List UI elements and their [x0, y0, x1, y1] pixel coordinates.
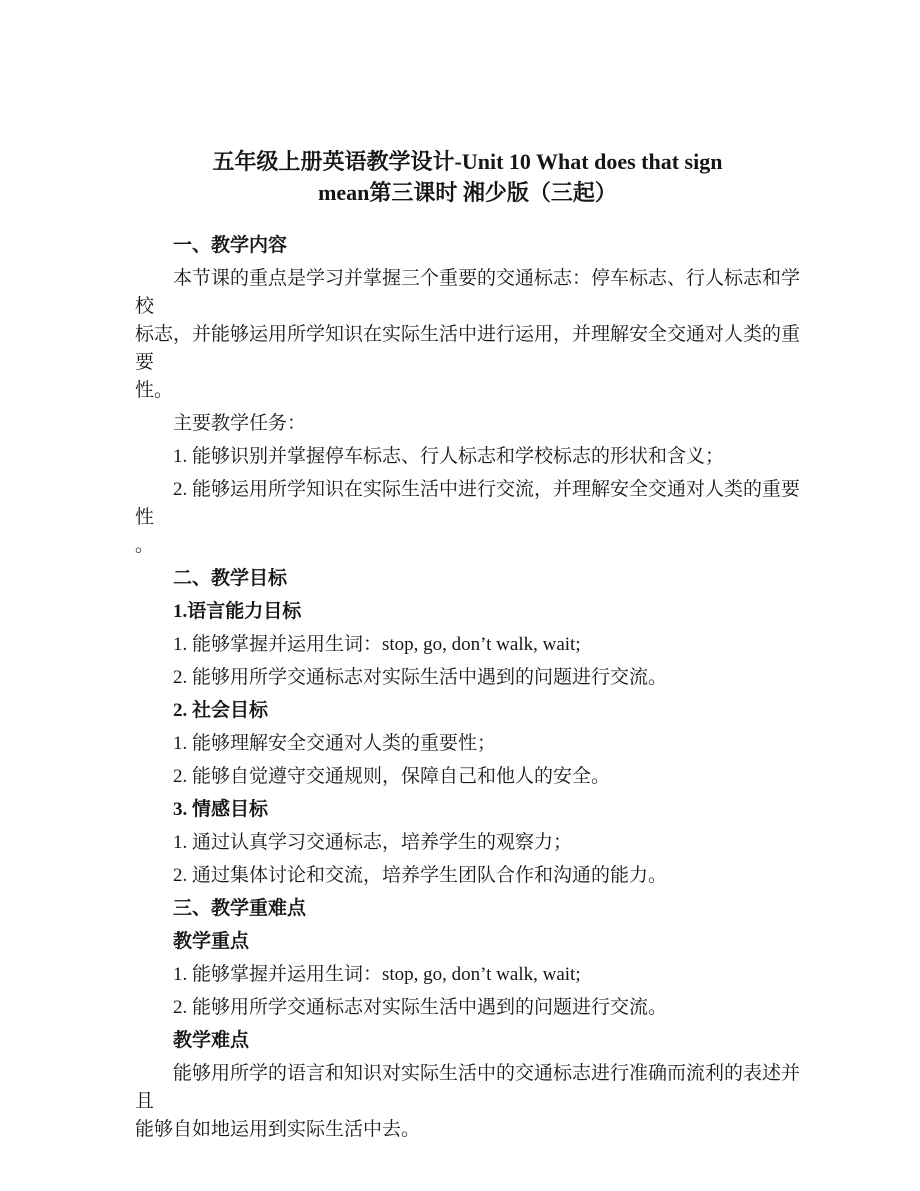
- text-line: 2. 能够自觉遵守交通规则，保障自己和他人的安全。: [173, 766, 611, 787]
- document-title-line-1: 五年级上册英语教学设计-Unit 10 What does that sign: [212, 149, 723, 174]
- paragraph: [135, 410, 800, 438]
- list-item: [135, 664, 800, 692]
- document-title-line-2: mean第三课时 湘少版（三起）: [318, 180, 617, 205]
- document-body: [135, 232, 800, 1144]
- subheading: [135, 1027, 800, 1055]
- subheading: [135, 697, 800, 725]
- text-line: 2. 社会目标: [173, 700, 269, 721]
- text-line: 1. 通过认真学习交通标志，培养学生的观察力；: [173, 832, 573, 853]
- heading: [135, 895, 800, 923]
- list-item: [135, 994, 800, 1022]
- paragraph: [135, 1060, 800, 1144]
- text-line: 1. 能够识别并掌握停车标志、行人标志和学校标志的形状和含义；: [173, 446, 725, 467]
- text-line: 1. 能够掌握并运用生词：stop, go, don’t walk, wait;: [173, 634, 581, 655]
- text-line: 一、教学内容: [173, 235, 288, 256]
- subheading: [135, 796, 800, 824]
- list-item: [135, 730, 800, 758]
- text-line: 1.语言能力目标: [173, 601, 302, 622]
- text-line: 2. 能够运用所学知识在实际生活中进行交流，并理解安全交通对人类的重要性: [135, 479, 801, 528]
- list-item: [135, 476, 800, 560]
- text-line: 教学重点: [173, 931, 250, 952]
- text-line: 本节课的重点是学习并掌握三个重要的交通标志：停车标志、行人标志和学校: [135, 268, 801, 317]
- text-line: 2. 能够用所学交通标志对实际生活中遇到的问题进行交流。: [173, 667, 668, 688]
- text-line: 。: [135, 535, 155, 556]
- text-line: 2. 能够用所学交通标志对实际生活中遇到的问题进行交流。: [173, 997, 668, 1018]
- text-line: 二、教学目标: [173, 568, 288, 589]
- text-line: 三、教学重难点: [173, 898, 307, 919]
- text-line: 1. 能够理解安全交通对人类的重要性；: [173, 733, 497, 754]
- text-line: 主要教学任务：: [173, 413, 307, 434]
- subheading: [135, 598, 800, 626]
- subheading: [135, 928, 800, 956]
- list-item: [135, 862, 800, 890]
- text-line: 1. 能够掌握并运用生词：stop, go, don’t walk, wait;: [173, 964, 581, 985]
- list-item: [135, 443, 800, 471]
- list-item: [135, 631, 800, 659]
- list-item: [135, 961, 800, 989]
- text-line: 性。: [135, 380, 174, 401]
- text-line: 2. 通过集体讨论和交流，培养学生团队合作和沟通的能力。: [173, 865, 668, 886]
- list-item: [135, 763, 800, 791]
- text-line: 能够自如地运用到实际生活中去。: [135, 1119, 421, 1140]
- heading: [135, 565, 800, 593]
- text-line: 教学难点: [173, 1030, 250, 1051]
- text-line: 标志，并能够运用所学知识在实际生活中进行运用，并理解安全交通对人类的重要: [135, 324, 801, 373]
- text-line: 3. 情感目标: [173, 799, 269, 820]
- list-item: [135, 829, 800, 857]
- text-line: 能够用所学的语言和知识对实际生活中的交通标志进行准确而流利的表述并且: [135, 1063, 801, 1112]
- heading: [135, 232, 800, 260]
- paragraph: [135, 265, 800, 405]
- document-title: [135, 146, 800, 208]
